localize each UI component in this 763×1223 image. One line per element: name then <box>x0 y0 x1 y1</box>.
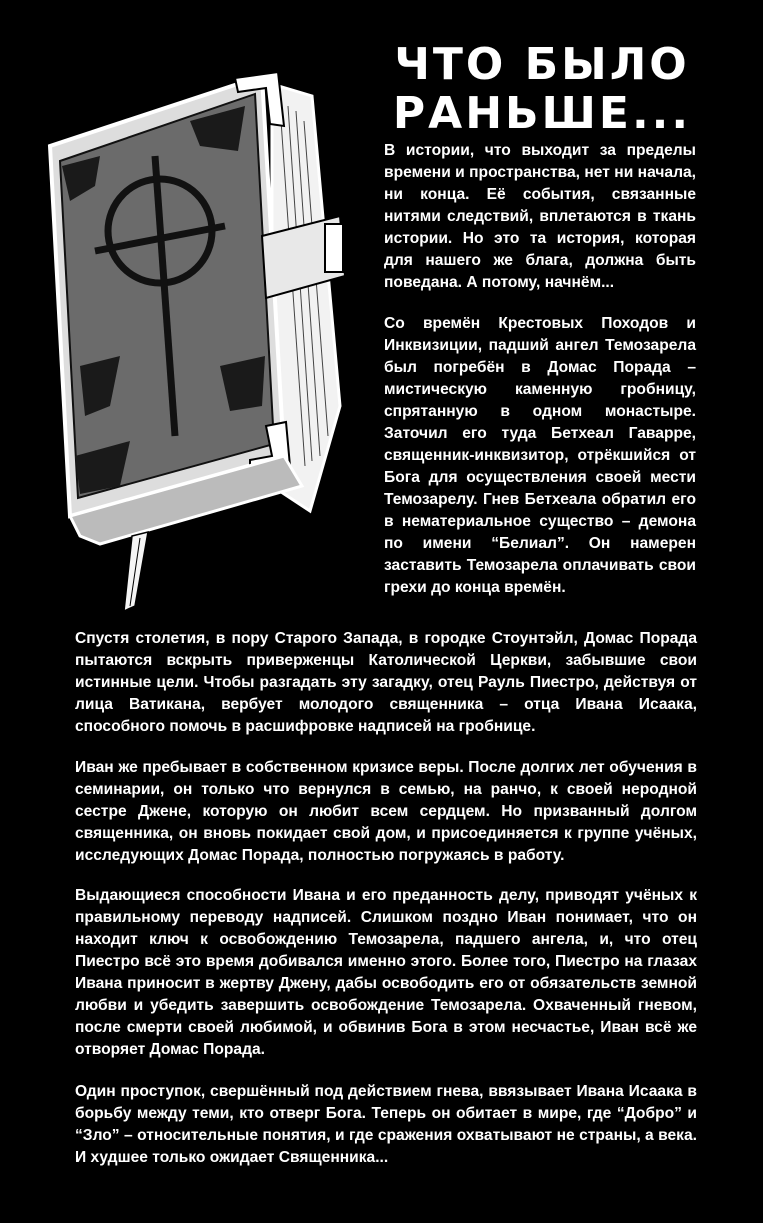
paragraph-translation: Выдающиеся способности Ивана и его преданность делу, приводят учёных к правильному переводу надписей. Слишком поздно Иван понимает, что он находит ключ к освобождению Темозарела, падшего ангела, и, что отец Пиестро всё это время добивался именно этого. Более того, Пиестро на глазах Ивана приносит в жертву Джену, дабы освободить его от обязательств земной любви и убедить завершить освобождение Темозарела. Охваченный гневом, после смерти своей любимой, и обвинив Бога в этом несчастье, Иван всё же отворяет Домас Порада. <box>75 887 697 1058</box>
paragraph-conclusion: Один проступок, свершённый под действием гнева, ввязывает Ивана Исаака в борьбу между теми, кто отверг Бога. Теперь он обитает в мире, где “Добро” и “Зло” – относительные понятия, и где сражения охватывают не страны, а века. И худшее только ожидает Священника... <box>75 1083 697 1166</box>
paragraph-old-west: Спустя столетия, в пору Старого Запада, в городке Стоунтэйл, Домас Порада пытаются вскрыть приверженцы Католической Церкви, забывшие свои истинные цели. Чтобы разгадать эту загадку, отец Рауль Пиестро, действуя от лица Ватикана, вербует молодого священника – отца Ивана Исаака, способного помочь в расшифровке надписей на гробнице. <box>75 630 697 735</box>
paragraph-ivan-faith: Иван же пребывает в собственном кризисе веры. После долгих лет обучения в семинарии, он только что вернулся в семью, на ранчо, к своей неродной сестре Джене, которую он любит всем сердцем. Но призванный долгом священника, он вновь покидает свой дом, и присоединяется к группе учёных, исследующих Домас Порада, полностью погружаясь в работу. <box>75 759 697 864</box>
paragraph-crusades: Со времён Крестовых Походов и Инквизиции, падший ангел Темозарела был погребён в Домас Порада – мистическую каменную гробницу, спрятанную в одном монастыре. Заточил его туда Бетхеал Гаварре, священник-инквизитор, отрёкшийся от Бога для осуществления своей мести Темозарелу. Гнев Бетхеала обратил его в нематериальное существо – демона по имени “Белиал”. Он намерен заставить Темозарела оплачивать свои грехи до конца времён. <box>384 315 696 596</box>
page-title <box>382 40 702 139</box>
title-line-2: РАНЬШЕ... <box>392 88 692 140</box>
paragraph-intro: В истории, что выходит за пределы времени и пространства, нет ни начала, ни конца. Её события, связанные нитями следствий, вплетаются в ткань истории. Но это та история, которая для нашего же блага, должна быть поведана. А потому, начнём... <box>384 142 696 291</box>
title-line-1: ЧТО БЫЛО <box>394 39 690 90</box>
book-with-cross-icon <box>40 66 360 614</box>
